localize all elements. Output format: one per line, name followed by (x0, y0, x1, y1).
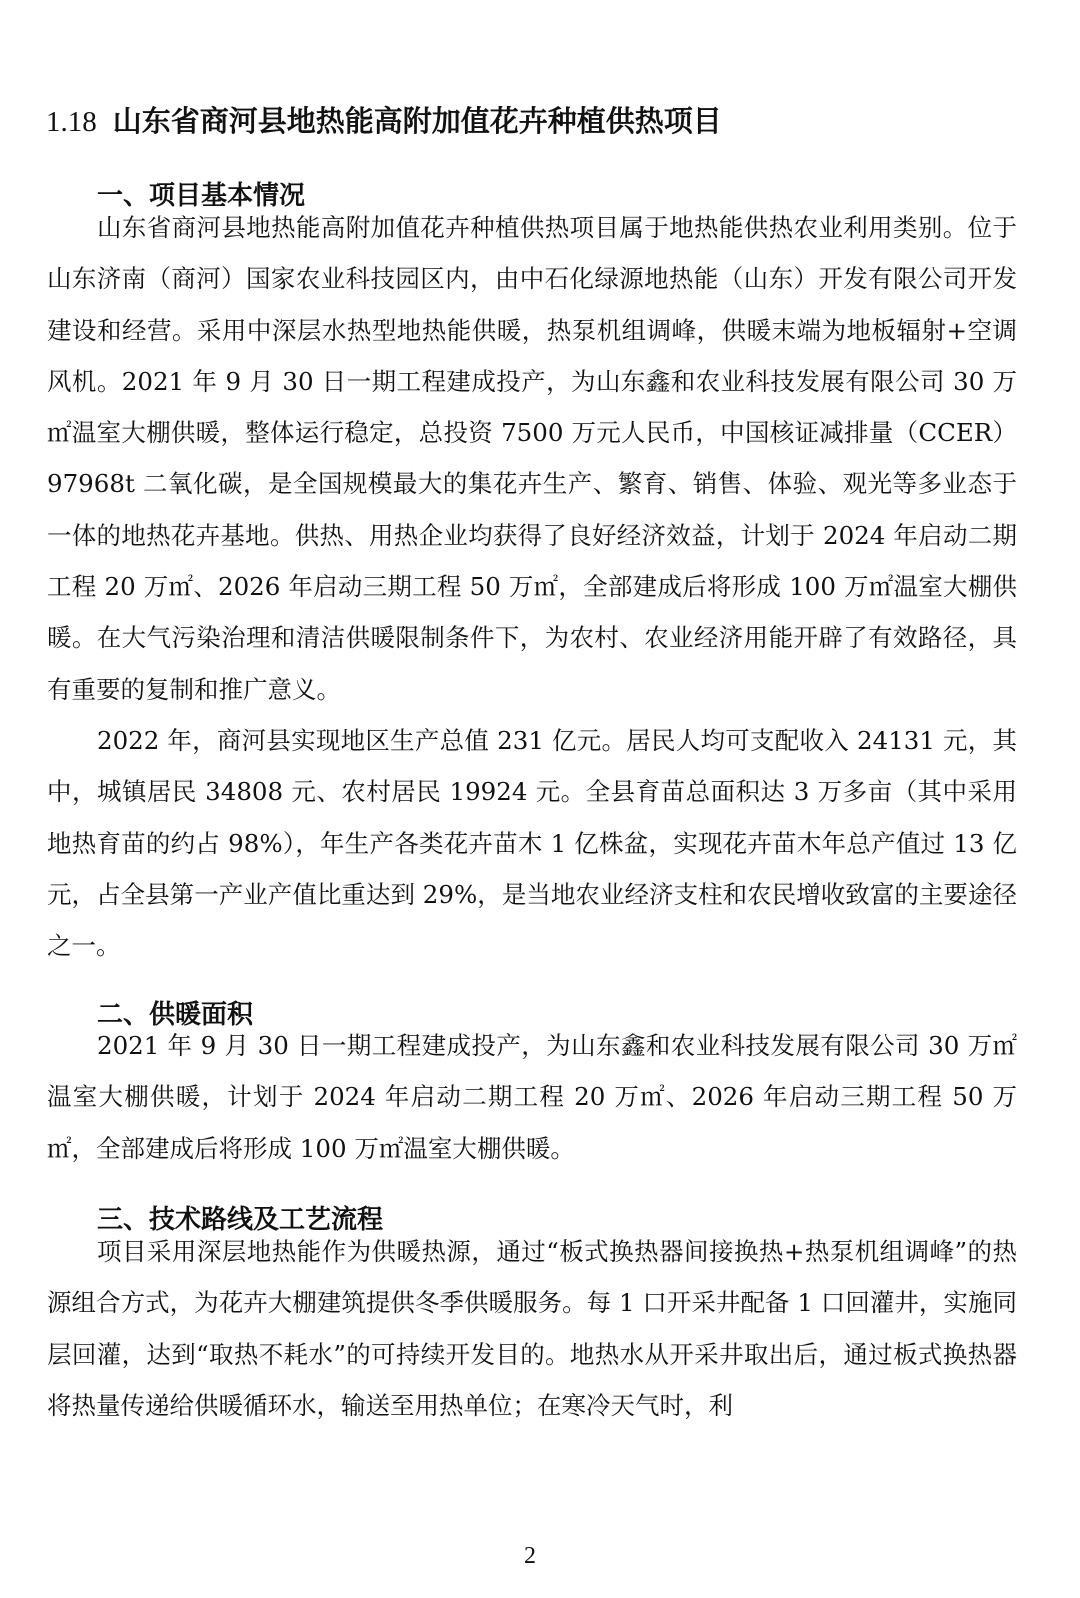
page-number: 2 (524, 1543, 536, 1569)
paragraph-technical-route: 项目采用深层地热能作为供暖热源，通过“板式换热器间接换热+热泵机组调峰”的热源组合方式，为花卉大棚建筑提供冬季供暖服务。每 1 口开采井配备 1 口回灌井，实施同层回灌，达到“取热不耗水”的可持续开发目的。地热水从开采井取出后，通过板式换热器将热量传递给供暖循环水，输送至用热单位；在寒冷天气时，利 (47, 1237, 1017, 1420)
section-number: 1.18 (46, 106, 97, 139)
heading-basic-info: 一、项目基本情况 (97, 180, 306, 211)
paragraph-basic-info-overview: 山东省商河县地热能高附加值花卉种植供热项目属于地热能供热农业利用类别。位于山东济南（商河）国家农业科技园区内，由中石化绿源地热能（山东）开发有限公司开发建设和经营。采用中深层水热型地热能供暖，热泵机组调峰，供暖末端为地板辐射+空调风机。2021 年 9 月 30 日一期工程建成投产，为山东鑫和农业科技发展有限公司 30 万㎡温室大棚供暖，整体运行稳定，总投资 7500 万元人民币，中国核证减排量（CCER）97968t 二氧化碳，是全国规模最大的集花卉生产、繁育、销售、体验、观光等多业态于一体的地热花卉基地。供热、用热企业均获得了良好经济效益，计划于 2024 年启动二期工程 20 万㎡、2026 年启动三期工程 50 万㎡，全部建成后将形成 100 万㎡温室大棚供暖。在大气污染治理和清洁供暖限制条件下，为农村、农业经济用能开辟了有效路径，具有重要的复制和推广意义。 (47, 213, 1017, 704)
heading-technical-route: 三、技术路线及工艺流程 (97, 1204, 384, 1235)
paragraph-basic-info-economy: 2022 年，商河县实现地区生产总值 231 亿元。居民人均可支配收入 24131 元，其中，城镇居民 34808 元、农村居民 19924 元。全县育苗总面积达 3 万多亩（其中采用地热育苗的约占 98%），年生产各类花卉苗木 1 亿株盆，实现花卉苗木年总产值过 13 亿元，占全县第一产业产值比重达到 29%，是当地农业经济支柱和农民增收致富的主要途径之一。 (47, 726, 1017, 961)
heading-heating-area: 二、供暖面积 (97, 999, 254, 1030)
section-title (46, 101, 1026, 142)
paragraph-heating-area: 2021 年 9 月 30 日一期工程建成投产，为山东鑫和农业科技发展有限公司 30 万㎡温室大棚供暖，计划于 2024 年启动二期工程 20 万㎡、2026 年启动三期工程 50 万㎡，全部建成后将形成 100 万㎡温室大棚供暖。 (47, 1031, 1017, 1163)
section-title-text: 山东省商河县地热能高附加值花卉种植供热项目 (112, 104, 722, 139)
